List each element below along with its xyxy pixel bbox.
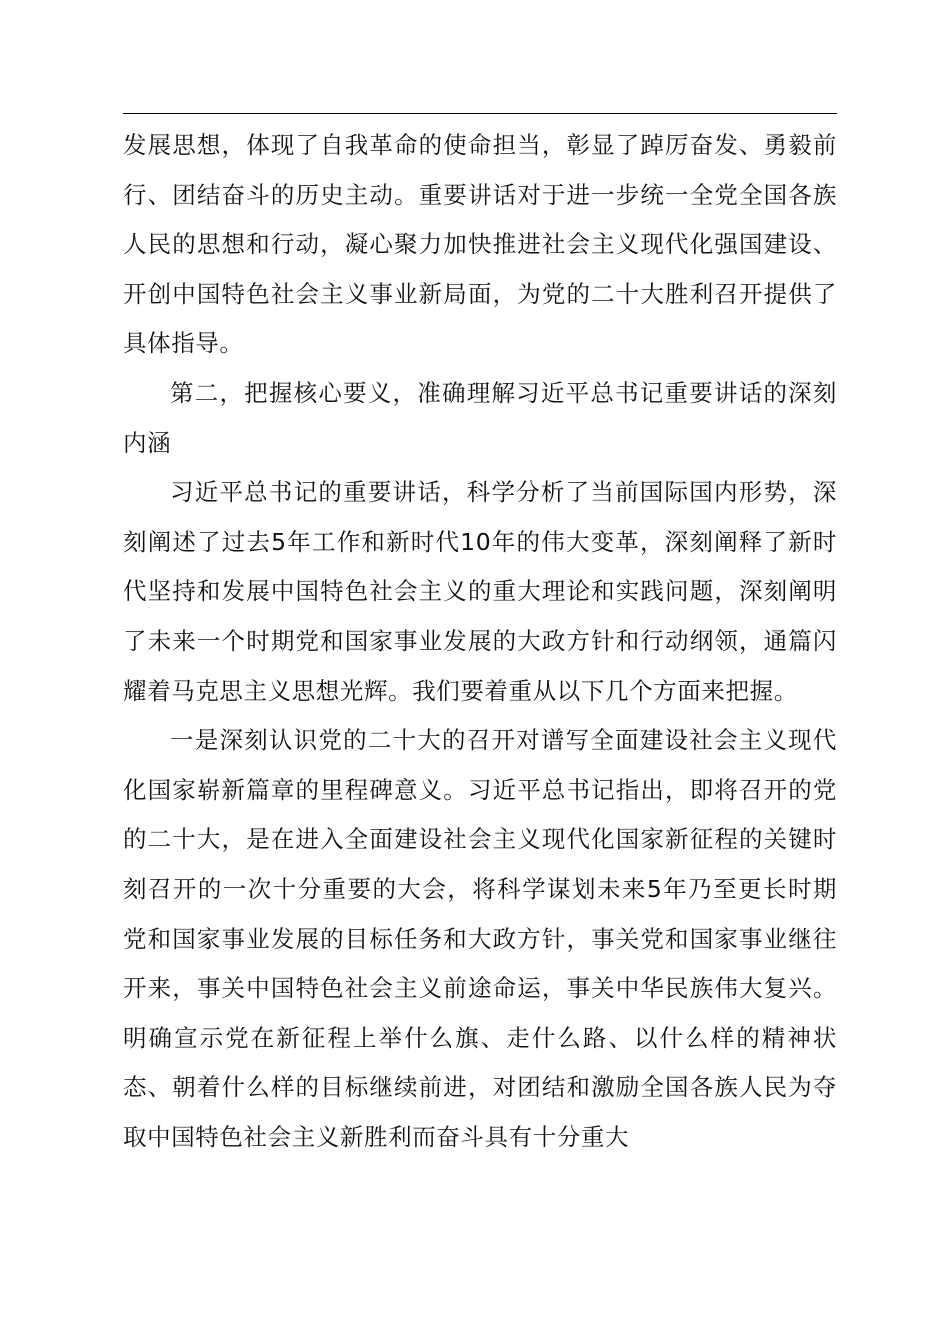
paragraph: 一是深刻认识党的二十大的召开对谱写全面建设社会主义现代化国家崭新篇章的里程碑意义。习近平总书记指出，即将召开的党的二十大，是在进入全面建设社会主义现代化国家新征程的关键时刻召开的一次十分重要的大会，将科学谋划未来5年乃至更长时期党和国家事业发展的目标任务和大政方针，事关党和国家事业继往开来，事关中国特色社会主义前途命运，事关中华民族伟大复兴。明确宣示党在新征程上举什么旗、走什么路、以什么样的精神状态、朝着什么样的目标继续前进，对团结和激励全国各族人民为夺取中国特色社会主义新胜利而奋斗具有十分重大: [123, 726, 837, 1151]
document-body: [123, 121, 837, 1162]
section-heading: 第二，把握核心要义，准确理解习近平总书记重要讲话的深刻内涵: [123, 378, 837, 457]
header-rule: [123, 113, 837, 114]
paragraph-continuation: 发展思想，体现了自我革命的使命担当，彰显了踔厉奋发、勇毅前行、团结奋斗的历史主动。重要讲话对于进一步统一全党全国各族人民的思想和行动，凝心聚力加快推进社会主义现代化强国建设、开创中国特色社会主义事业新局面，为党的二十大胜利召开提供了具体指导。: [123, 131, 837, 358]
paragraph: 习近平总书记的重要讲话，科学分析了当前国际国内形势，深刻阐述了过去5年工作和新时代10年的伟大变革，深刻阐释了新时代坚持和发展中国特色社会主义的重大理论和实践问题，深刻阐明了未来一个时期党和国家事业发展的大政方针和行动纲领，通篇闪耀着马克思主义思想光辉。我们要着重从以下几个方面来把握。: [123, 478, 837, 705]
